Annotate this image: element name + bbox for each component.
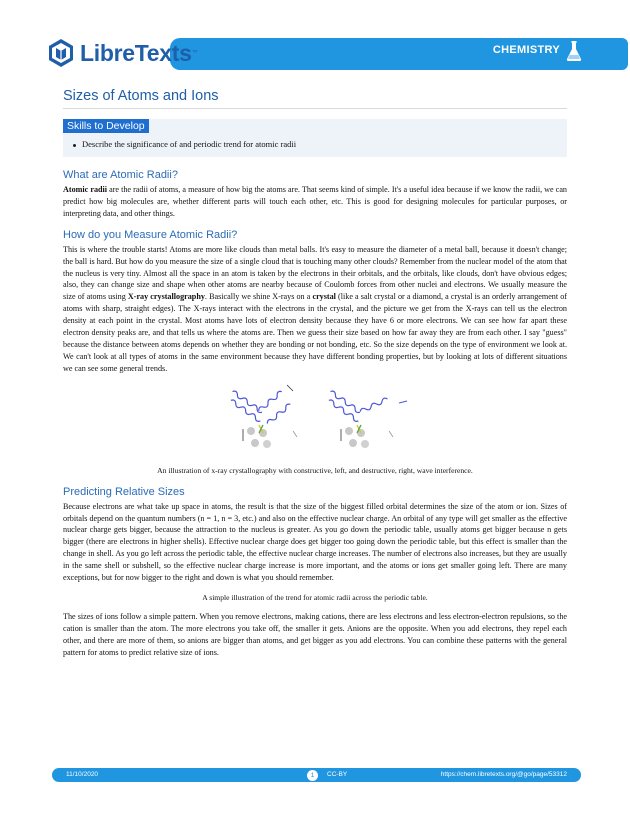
skill-item: Describe the significance of and periodic trend for atomic radii (82, 139, 297, 149)
paragraph-text: are the radii of atoms, a measure of how big the atoms are. That seems kind of simple. It's a useful idea because if we know the radii, we can predict how big molecules are, whether different parts will touch each other, etc. This is good for designing molecules for particular purposes, or interpreting data, and other things. (63, 185, 567, 218)
section-heading-predicting: Predicting Relative Sizes (63, 485, 185, 498)
footer-date: 11/10/2020 (66, 771, 99, 778)
flask-icon (566, 40, 582, 62)
skills-box (63, 119, 567, 157)
xray-crystallography-image (63, 381, 567, 451)
page-header (40, 34, 590, 72)
section-heading-measure: How do you Measure Atomic Radii? (63, 228, 238, 241)
page-footer (52, 768, 581, 782)
page-title: Sizes of Atoms and Ions (63, 88, 567, 109)
paragraph-text: This is where the trouble starts! Atoms are more like clouds than metal balls. It's easy to measure the diameter of a metal ball, because it doesn't change; the ball is hard. But how do you measure the size of a single cloud that is touching many other clouds? Remember from the nuclear model of the atom that the nucleus is very tiny. Almost all the space in an atom is taken by the electrons in their orbitals, and the orbitals, like clouds, don't have obvious edges; also, they can change size and shape when other atoms are nearby because of Coulomb forces from other nuclei and electrons. We usually measure the size of atoms using (63, 244, 567, 302)
paragraph-atomic-radii (63, 184, 567, 220)
link-xray-crystallography[interactable]: X-ray crystallography (127, 292, 205, 302)
libretexts-logo[interactable] (46, 38, 198, 68)
subject-label[interactable]: CHEMISTRY (492, 44, 560, 56)
figure-caption: An illustration of x-ray crystallography with constructive, left, and destructive, right, wave interference. (157, 465, 473, 475)
main-content (63, 88, 567, 658)
skills-title: Skills to Develop (63, 119, 149, 133)
skills-list (73, 139, 296, 149)
bold-term: Atomic radii (63, 185, 108, 194)
page-url-link[interactable]: https://chem.libretexts.org/@go/page/53312 (440, 771, 567, 778)
bullet-icon (73, 144, 76, 147)
libretexts-logo-icon (46, 38, 76, 68)
logo-wordmark: LibreTexts (80, 39, 192, 66)
logo-trademark: ™ (191, 50, 198, 56)
figure-caption-trend: A simple illustration of the trend for atomic radii across the periodic table. (202, 592, 428, 602)
page-number: 1 (307, 770, 318, 781)
paragraph-text: (like a salt crystal or a diamond, a crystal is an orderly arrangement of atoms with sharp, straight edges). The X-rays interact with the electrons in the crystal, and the picture we get from the X-rays can tell us the electron density at each point in the crystal. Most atoms have lots of electron density because they have 6 or more electrons. We can see how far apart these electron density peaks are, and that tells us where the atoms are. Then we guess their size based on how far away they are from each other. I say "guess" because the distance between atoms depends on whether they are bonding or not bonding, etc. So the size depends on the type of environment we look at. We can't look at all types of atoms in the same environment because they have different bonding properties, but by looking at lots of different situations we can see some general trends. (63, 292, 568, 373)
header-banner (180, 38, 628, 70)
xray-figure (63, 381, 567, 451)
license-label[interactable]: CC-BY (327, 771, 348, 778)
paragraph-predicting: Because electrons are what take up space in atoms, the result is that the size of the biggest filled orbital determines the size of the atom or ion. Sizes of orbitals depend on the quantum numbers (n = 1, n = 3, etc.) and also on the effective nuclear charge. An orbital of any type will get smaller as the effective nuclear charge gets bigger, because the attraction to the nucleus is greater. As you go down the periodic table, usually atoms get bigger because n gets bigger (there are electrons in higher shells). Effective nuclear charge does get bigger too going down the periodic table, but this effect is smaller than the change in shell. As you go left across the periodic table, the effective nuclear charge increases. The number of electrons also increases, but they are usually in the same shell or subshell, so the effective nuclear charge increase is more important, and the atoms or ions get smaller going left. There are many exceptions, but for now bigger to the right and down is what you should remember. (63, 501, 567, 583)
link-crystal[interactable]: crystal (312, 292, 336, 302)
paragraph-ions: The sizes of ions follow a simple pattern. When you remove electrons, making cations, there are less electrons and less electron-electron repulsions, so the cation is smaller than the atom. The more electrons you take off, the smaller it gets. Anions are the opposite. When you add electrons, they repel each other, and there are more of them, so anions are bigger than atoms, and get bigger as you add electrons. You can combine these patterns with the general pattern for atoms to predict relative size of ions. (63, 611, 567, 657)
paragraph-text: . Basically we shine X-rays on a (204, 292, 313, 302)
paragraph-measure (63, 244, 567, 375)
section-heading-atomic-radii: What are Atomic Radii? (63, 169, 178, 181)
